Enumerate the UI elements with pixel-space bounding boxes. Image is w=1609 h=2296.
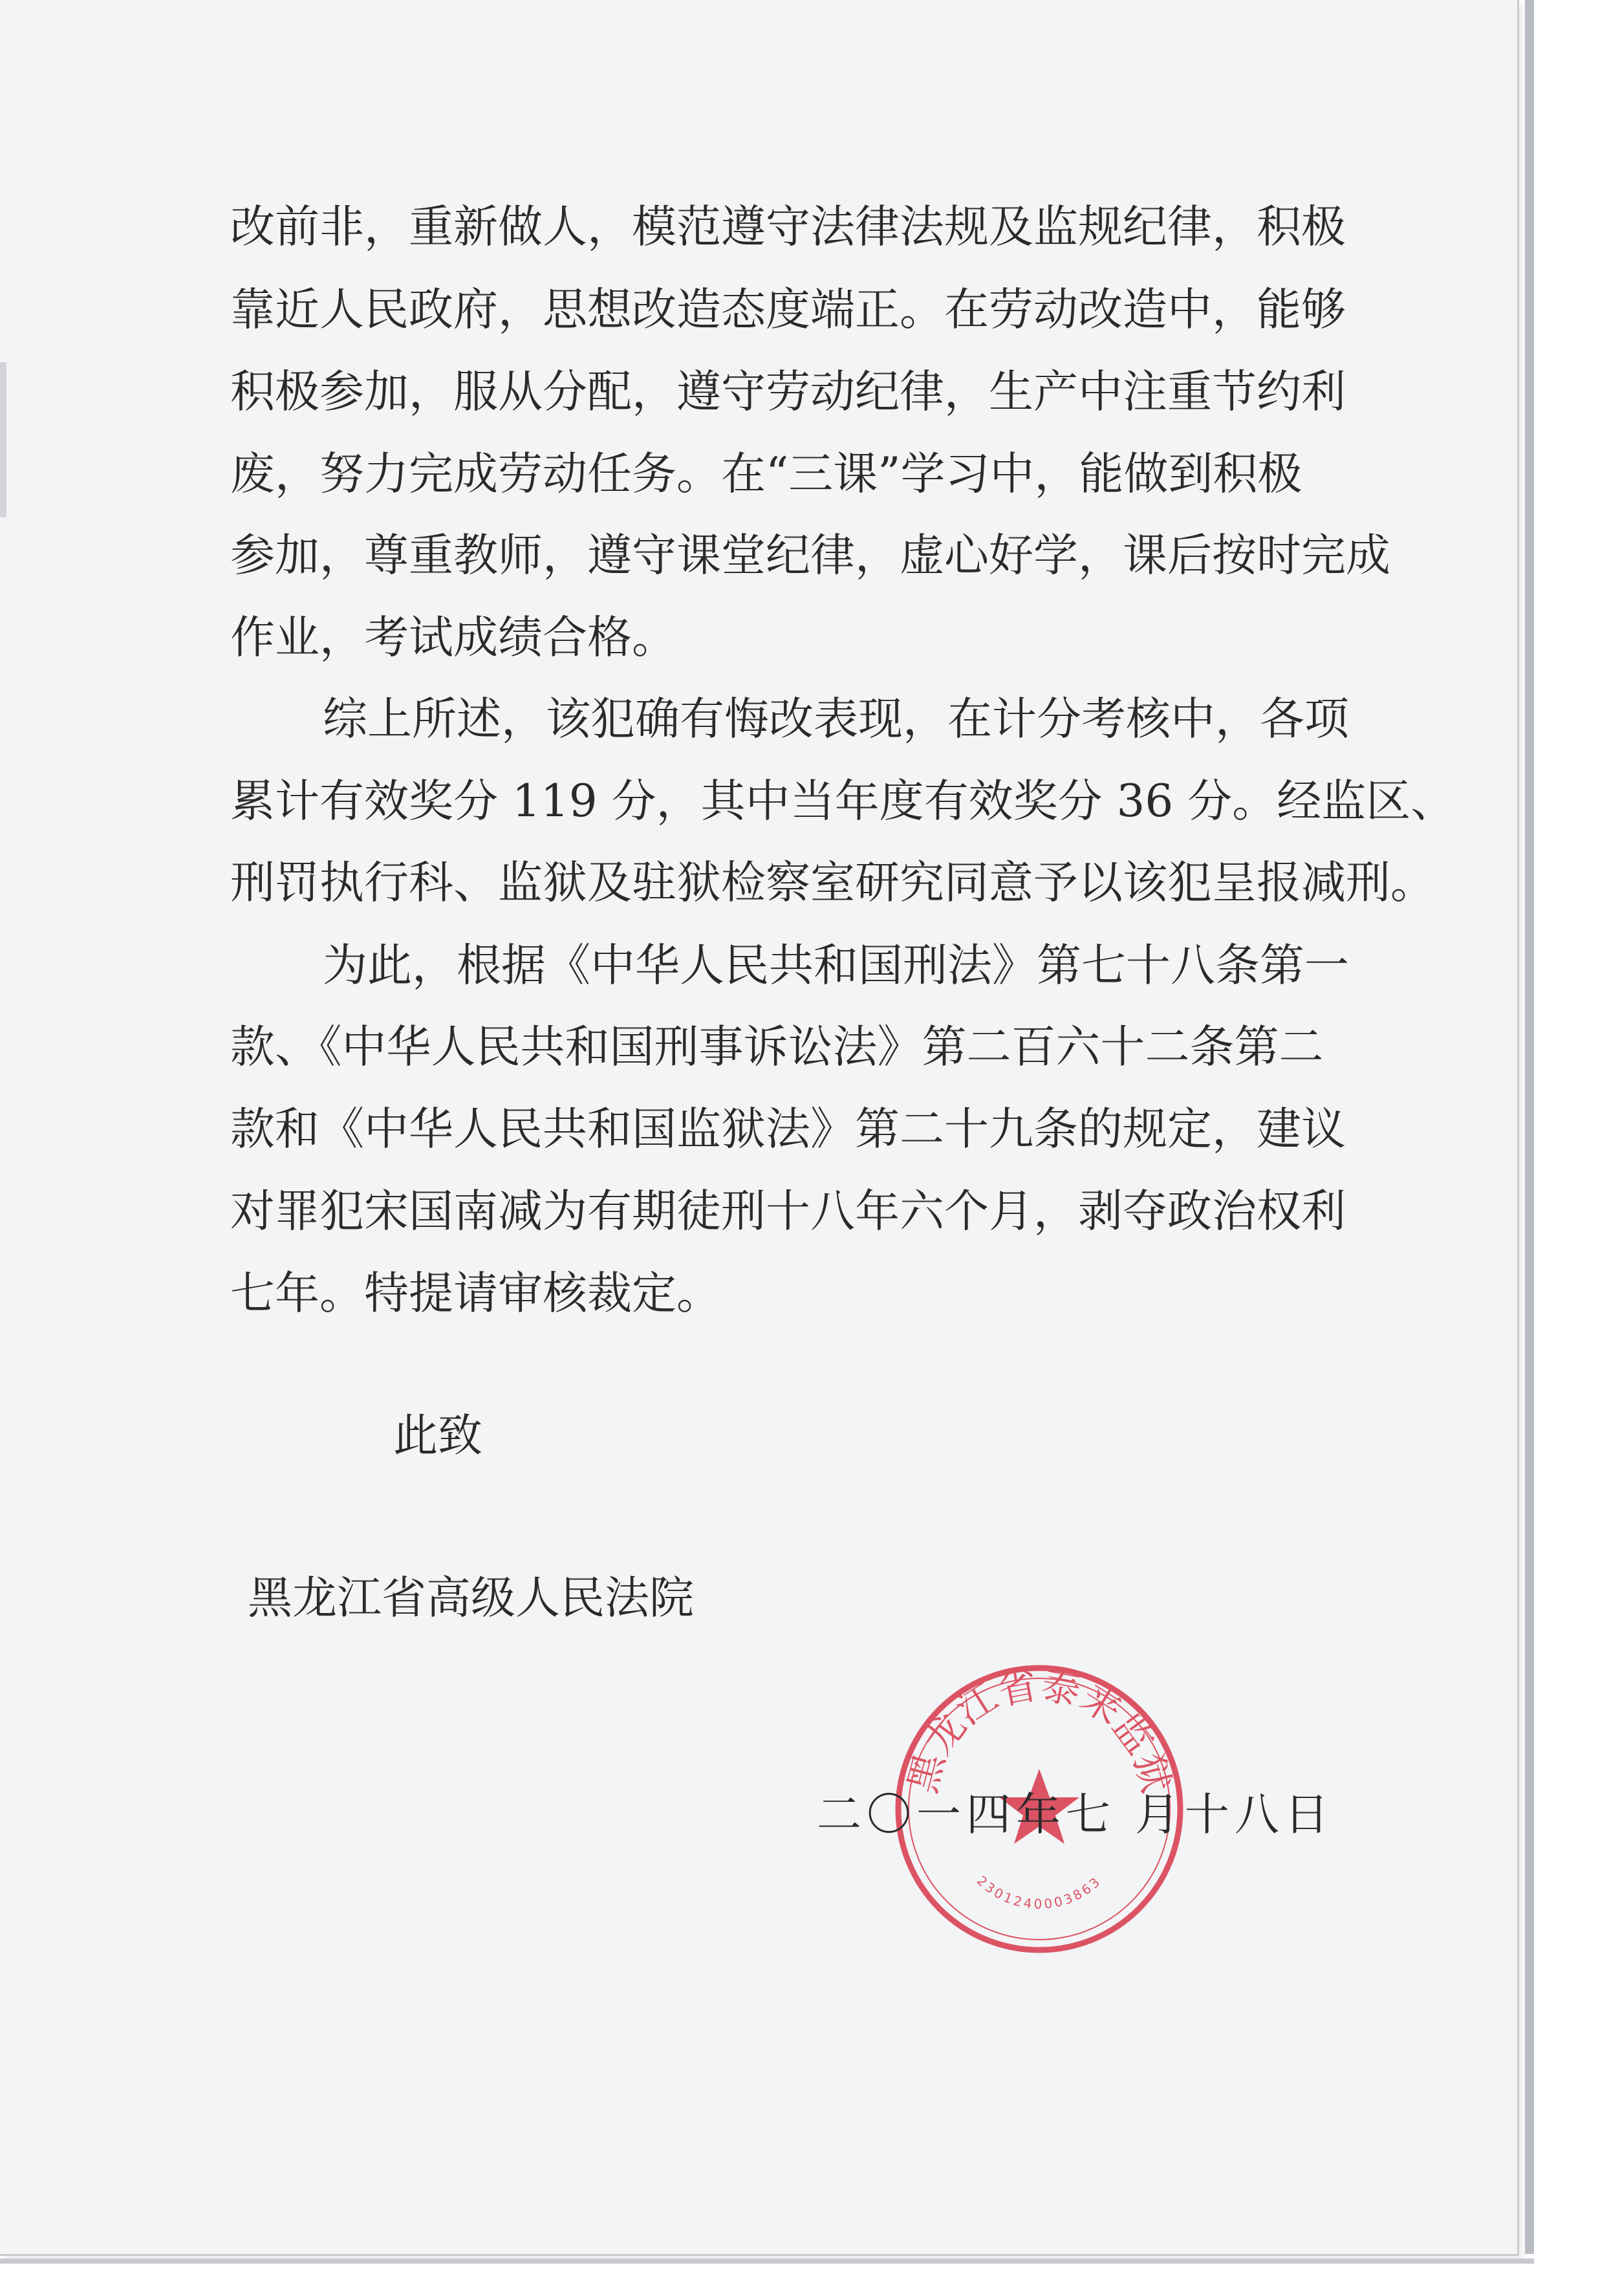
seal-text: 黑龙江省泰来监狱 [900,1662,1179,1798]
seal-number: 2301240003863 [973,1872,1105,1912]
paragraph-line-10: 为此，根据《中华人民共和国刑法》第七十八条第一 [323,940,1349,991]
recipient: 黑龙江省高级人民法院 [248,1572,694,1624]
scan-edge-bottom [0,2258,1534,2264]
document-date: 二〇一四年七 月十八日 [817,1789,1334,1841]
paragraph-line-12: 款和《中华人民共和国监狱法》第二十九条的规定，建议 [230,1103,1346,1155]
paragraph-line-5: 参加，尊重教师，遵守课堂纪律，虚心好学，课后按时完成 [230,530,1390,581]
paragraph-line-7: 综上所述，该犯确有悔改表现，在计分考核中，各项 [323,693,1349,745]
scan-edge-right [1525,0,1534,2254]
paragraph-line-2: 靠近人民政府，思想改造态度端正。在劳动改造中，能够 [230,284,1346,336]
paragraph-line-14: 七年。特提请审核裁定。 [230,1268,721,1319]
paragraph-line-4: 废，努力完成劳动任务。在“三课”学习中，能做到积极 [230,448,1302,500]
paragraph-line-11: 款、《中华人民共和国刑事诉讼法》第二百六十二条第二 [230,1021,1324,1073]
paragraph-line-9: 刑罚执行科、监狱及驻狱检察室研究同意予以该犯呈报减刑。 [230,857,1435,909]
paragraph-line-13: 对罪犯宋国南减为有期徒刑十八年六个月，剥夺政治权利 [230,1186,1346,1237]
scan-edge-left [0,362,6,517]
paragraph-line-1: 改前非，重新做人，模范遵守法律法规及监规纪律，积极 [230,201,1346,253]
closing-salutation: 此致 [393,1410,482,1462]
paragraph-line-6: 作业，考试成绩合格。 [230,612,676,664]
paragraph-line-8: 累计有效奖分 119 分，其中当年度有效奖分 36 分。经监区、 [230,775,1456,827]
paragraph-line-3: 积极参加，服从分配，遵守劳动纪律，生产中注重节约利 [230,366,1346,418]
